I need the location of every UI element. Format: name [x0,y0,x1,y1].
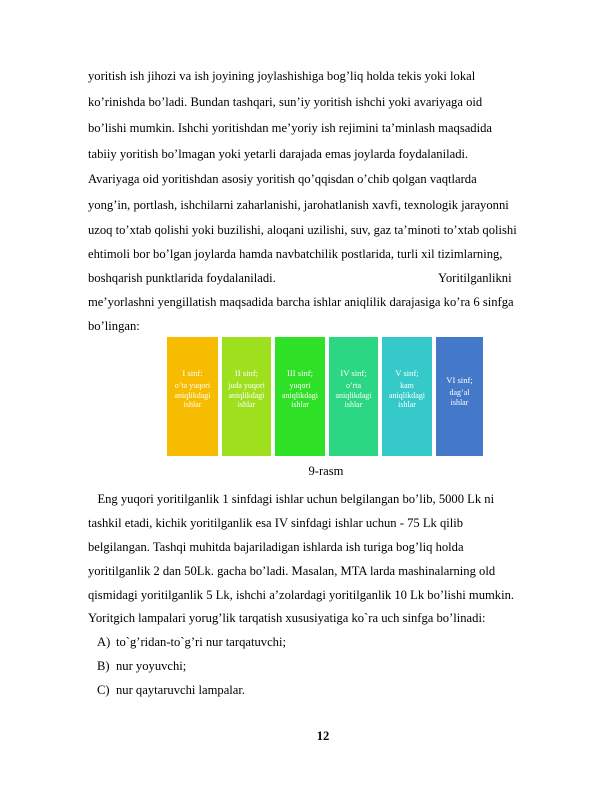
text-line: qismidagi yoritilganlik 5 Lk, ishchi a’zolardagi yoritilganlik 10 Lk bo’lishi mumkin. [88,588,515,602]
class-description [275,381,325,410]
text-line: bo’lingan: [88,319,140,333]
desc-line: aniqlikdagi [335,390,372,400]
text-line: uzoq to’xtab qolishi yoki buzilishi, aloqani uzilishi, suv, gaz ta’minoti to’xtab qolishi [88,223,517,237]
class-column-3 [275,337,325,456]
list-item-text: nur qaytaruvchi lampalar. [116,683,246,697]
class-label: I sinf: [182,368,203,378]
text-line: Yoritgich lampalari yorug’lik tarqatish xususiyatiga ko`ra uch sinfga bo’linadi: [88,611,486,625]
class-column-2 [222,337,271,456]
desc-line: o’rta [345,381,362,390]
desc-line: aniqlikdagi [389,390,425,400]
text-line: yong’in, portlash, ishchilarni zaharlanishi, jarohatlanish xavfi, texnologik jarayonni [88,198,509,212]
figure-caption: 9-rasm [308,464,344,478]
text-line: ko’rinishda bo’ladi. Bundan tashqari, sun’iy yoritish ishchi yoki avariyaga oid [88,95,483,109]
desc-line: ishlar [237,400,256,409]
text-line: tashkil etadi, kichik yoritilganlik esa IV sinfdagi ishlar uchun - 75 Lk qilib [88,516,464,530]
list-item [97,658,186,674]
desc-line: o’ta yuqori [174,381,211,390]
text-line [88,270,276,286]
list-item [97,634,286,650]
desc-line: juda yuqori [228,381,265,390]
class-label: IV sinf; [340,368,367,378]
list-marker: C) [97,683,110,697]
work-classes-figure [167,337,483,456]
text-fragment: Yoritilganlikni [438,271,512,285]
text-line: me’yorlashni yengillatish maqsadida barcha ishlar aniqlilik darajasiga ko’ra 6 sinfga [88,295,514,309]
class-label: V sinf; [395,368,419,378]
text-line: bo’lishi mumkin. Ishchi yoritishdan me’yoriy ish rejimini ta’minlash maqsadida [88,121,492,135]
desc-line: ishlar [344,400,363,409]
class-description [167,381,218,410]
desc-line: aniqlikdagi [228,390,265,400]
desc-line: ishlar [183,400,202,409]
class-description [436,388,483,407]
text-line: yoritish ish jihozi va ish joyining joylashishiga bog’liq holda tekis yoki lokal [88,69,476,83]
class-column-5 [382,337,432,456]
desc-line: ishlar [398,400,416,409]
desc-line: aniqlikdagi [174,390,211,400]
text-line: tabiiy yoritish bo’lmagan yoki yetarli darajada emas joylarda foydalaniladi. [88,147,469,161]
class-label: II sinf; [234,368,259,378]
desc-line: dag’al [449,388,470,397]
list-item-text: to`g’ridan-to`g’ri nur tarqatuvchi; [116,635,286,649]
class-column-4 [329,337,378,456]
list-marker: A) [97,635,111,649]
class-description [382,381,432,410]
page-number: 12 [316,729,330,743]
class-description [329,381,378,410]
text-line: Eng yuqori yoritilganlik 1 sinfdagi ishlar uchun belgilangan bo’lib, 5000 Lk ni [88,492,495,506]
list-item [97,682,245,698]
class-column-1 [167,337,218,456]
list-marker: B) [97,659,110,673]
class-column-6 [436,337,483,456]
desc-line: ishlar [450,397,469,407]
desc-line: ishlar [291,400,309,409]
text-fragment: boshqarish punktlarida foydalaniladi. [88,271,276,285]
text-line: belgilangan. Tashqi muhitda bajariladigan ishlarda ish turiga bog’liq holda [88,540,464,554]
text-line: Avariyaga oid yoritishdan asosiy yoritish qo’qqisdan o’chib qolgan vaqtlarda [88,172,477,186]
class-label: VI sinf; [446,375,473,385]
desc-line: aniqlikdagi [282,390,318,400]
text-line: ehtimoli bor bo’lgan joylarda hamda navbatchilik postlarida, turli xil tizimlarning, [88,247,503,261]
list-item-text: nur yoyuvchi; [116,659,187,673]
desc-line: yuqori [289,381,311,390]
class-description [222,381,271,410]
class-label: III sinf; [286,368,313,378]
text-line [438,270,512,286]
text-line: yoritilganlik 2 dan 50Lk. gacha bo’ladi. Masalan, MTA larda mashinalarning old [88,564,496,578]
desc-line: kam [400,381,414,390]
